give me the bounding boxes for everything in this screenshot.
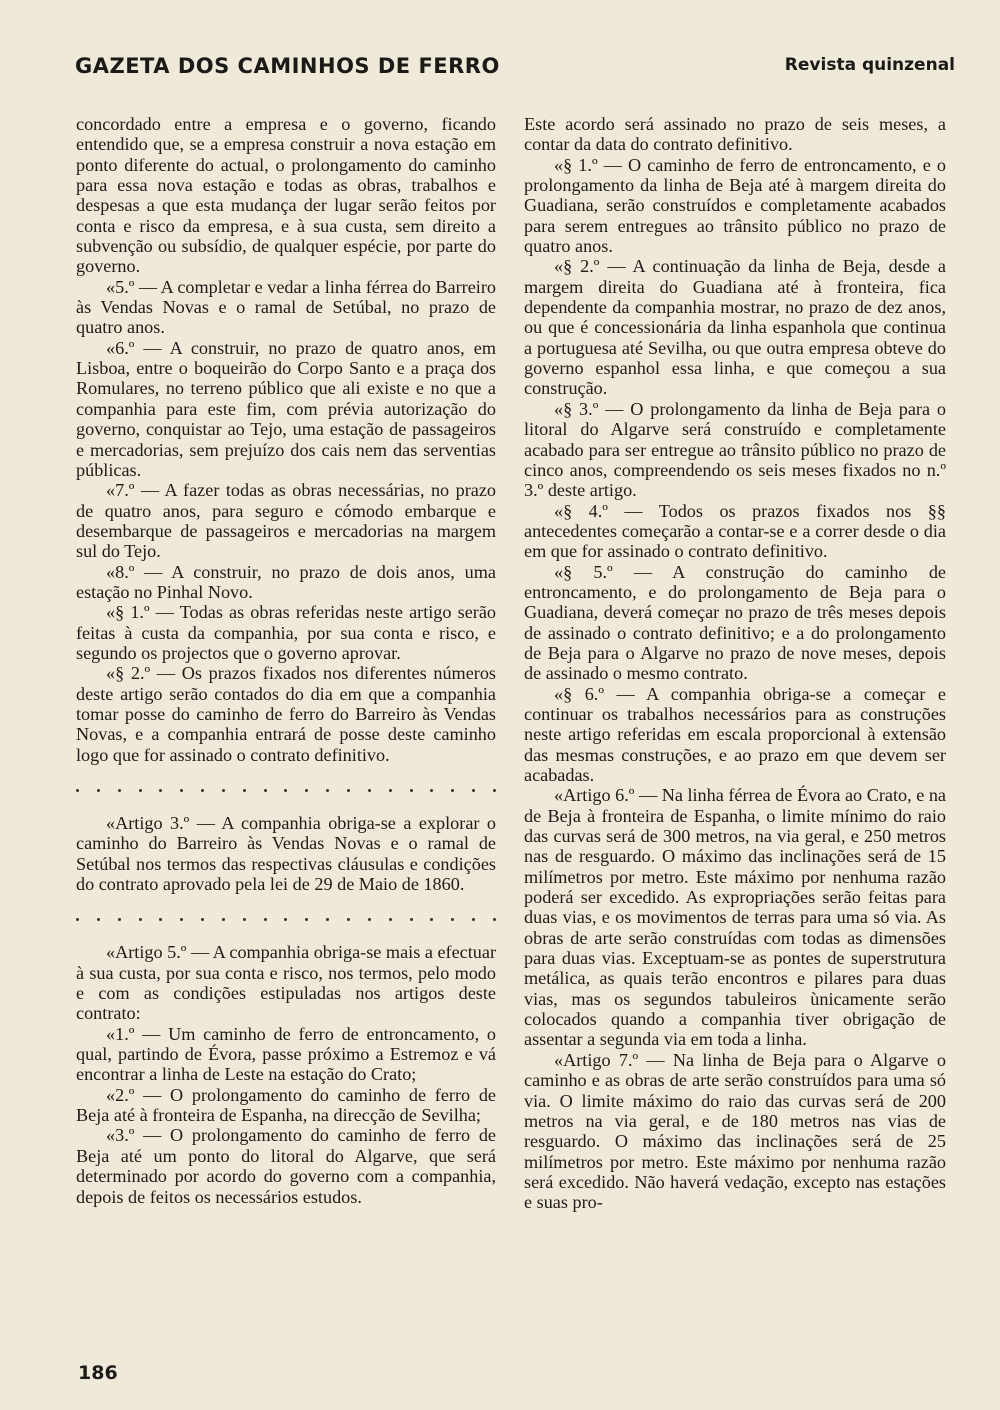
paragraph: «§ 2.º — Os prazos fixados nos diferentes números deste artigo serão contados do dia em que a companhia tomar posse do caminho de ferro do Barreiro às Vendas Novas, e a companhia entrará de posse deste caminho logo que for assinado o contrato definitivo. bbox=[76, 663, 496, 765]
paragraph: «7.º — A fazer todas as obras necessárias, no prazo de quatro anos, para seguro e cómodo embarque e desembarque de passageiros e mercadorias na margem sul do Tejo. bbox=[76, 480, 496, 562]
paragraph: «Artigo 3.º — A companhia obriga-se a explorar o caminho do Barreiro às Vendas Novas e o ramal de Setúbal nos termos das respectivas cláusulas e condições do contrato aprovado pela lei de 29 de Maio de 1860. bbox=[76, 813, 496, 895]
paragraph: «Artigo 7.º — Na linha de Beja para o Algarve o caminho e as obras de arte serão construídos para uma só via. O limite máximo do raio das curvas será de 200 metros na via geral, e de 180 metros nas vias de resguardo. O máximo das inclinações será de 25 milímetros por metro. Este máximo por nenhuma razão será excedido. Não haverá vedação, excepto nas estações e suas pro- bbox=[524, 1049, 946, 1213]
paragraph: «6.º — A construir, no prazo de quatro anos, em Lisboa, entre o boqueirão do Corpo Santo e a praça dos Romulares, no terreno público que ali existe e no que a companhia para este fim, com prévia autorização do governo, conquistar ao Tejo, uma estação de passageiros e mercadorias, sem prejuízo dos cais nem das serventias públicas. bbox=[76, 337, 496, 480]
paragraph: «§ 2.º — A continuação da linha de Beja, desde a margem direita do Guadiana até à fronteira, fica dependente da companhia mostrar, no prazo de dez anos, ou que é concessionária da linha espanhola que continua a portuguesa até Sevilha, ou que outra empresa obteve do governo espanhol essa linha, e que começou a sua construção. bbox=[524, 256, 946, 399]
magazine-subtitle: Revista quinzenal bbox=[784, 55, 955, 75]
ellipsis-separator bbox=[76, 910, 496, 928]
ellipsis-separator bbox=[76, 781, 496, 799]
paragraph: concordado entre a empresa e o governo, ficando entendido que, se a empresa construir a nova estação em ponto diferente do actual, o prolongamento do caminho para essa nova estação e todas as obras, trabalhos e despesas a que esta mudança der lugar serão feitos por conta e risco da empresa, e à sua custa, sem direito a subvenção ou subsídio, de qualquer espécie, por parte do governo. bbox=[76, 114, 496, 277]
paragraph: «5.º — A completar e vedar a linha férrea do Barreiro às Vendas Novas e o ramal de Setúbal, no prazo de quatro anos. bbox=[76, 276, 496, 338]
paragraph: «1.º — Um caminho de ferro de entroncamento, o qual, partindo de Évora, passe próximo a Estremoz e vá encontrar a linha de Leste na estação do Crato; bbox=[76, 1023, 496, 1085]
left-column bbox=[76, 114, 496, 1354]
paragraph: «8.º — A construir, no prazo de dois anos, uma estação no Pinhal Novo. bbox=[76, 561, 496, 602]
paragraph: «3.º — O prolongamento do caminho de ferro de Beja até um ponto do litoral do Algarve, que será determinado por acordo do governo com a companhia, depois de feitos os necessários estudos. bbox=[76, 1125, 496, 1207]
paragraph: «Artigo 6.º — Na linha férrea de Évora ao Crato, e na de Beja à fronteira de Espanha, o limite mínimo do raio das curvas será de 300 metros, na via geral, e 250 metros nas de resguardo. O máximo das inclinações será de 15 milímetros por metro. Este máximo por nenhuma razão poderá ser excedido. As expropriações serão feitas para duas vias, e os movimentos de terras para uma só via. As obras de arte serão construídas com todas as dimensões para duas vias. Exceptuam-se as pontes de superstrutura metálica, as quais terão encontros e pilares para duas vias, mas os segundos tabuleiros ùnicamente serão colocados quando a companhia tiver obrigação de assentar a segunda via em toda a linha. bbox=[524, 785, 946, 1050]
paragraph: Este acordo será assinado no prazo de seis meses, a contar da data do contrato definitivo. bbox=[524, 114, 946, 155]
paragraph: «§ 5.º — A construção do caminho de entroncamento, e do prolongamento de Beja para o Guadiana, deverá começar no prazo de três meses depois de assinado o contrato definitivo; e a do prolongamento de Beja para o Algarve no prazo de nove meses, depois de assinado o mesmo contrato. bbox=[524, 561, 946, 684]
paragraph: «§ 3.º — O prolongamento da linha de Beja para o litoral do Algarve será construído e completamente acabado para ser entregue ao trânsito público no prazo de cinco anos, compreendendo os seis meses fixados no n.º 3.º deste artigo. bbox=[524, 398, 946, 501]
magazine-title: GAZETA DOS CAMINHOS DE FERRO bbox=[75, 54, 500, 78]
paragraph: «§ 6.º — A companhia obriga-se a começar e continuar os trabalhos necessários para as construções neste artigo referidas em escala proporcional à extensão das mesmas construções, e ao prazo em que devem ser acabadas. bbox=[524, 683, 946, 785]
right-column bbox=[524, 114, 946, 1354]
paragraph: «2.º — O prolongamento do caminho de ferro de Beja até à fronteira de Espanha, na direcção de Sevilha; bbox=[76, 1084, 496, 1126]
page-number: 186 bbox=[78, 1362, 118, 1384]
paragraph: «§ 4.º — Todos os prazos fixados nos §§ antecedentes começarão a contar-se e a correr desde o dia em que for assinado o contrato definitivo. bbox=[524, 500, 946, 562]
paragraph: «§ 1.º — O caminho de ferro de entroncamento, e o prolongamento da linha de Beja até à margem direita do Guadiana, serão construídos e completamente acabados para serem entregues ao trânsito público no prazo de quatro anos. bbox=[524, 154, 946, 257]
paragraph: «Artigo 5.º — A companhia obriga-se mais a efectuar à sua custa, por sua conta e risco, nos termos, pelo modo e com as condições estipuladas nos artigos deste contrato: bbox=[76, 942, 496, 1024]
paragraph: «§ 1.º — Todas as obras referidas neste artigo serão feitas à custa da companhia, por sua conta e risco, e segundo os projectos que o governo aprovar. bbox=[76, 602, 496, 663]
page-header bbox=[75, 50, 955, 86]
